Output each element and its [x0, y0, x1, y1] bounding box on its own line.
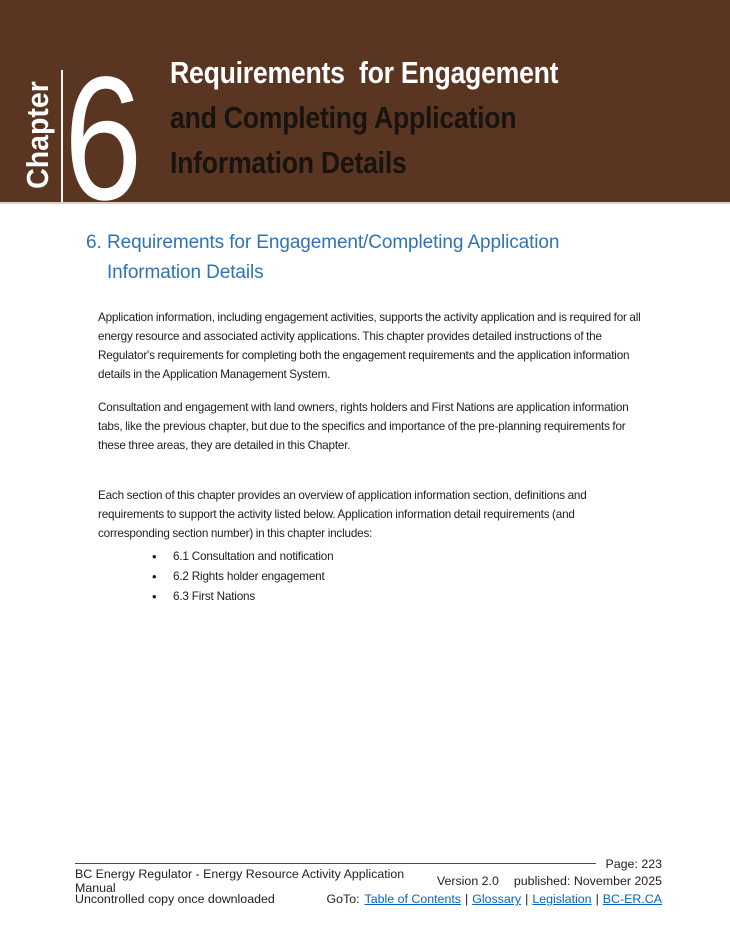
link-separator: | — [595, 892, 599, 906]
heading-text — [107, 228, 559, 288]
paragraph-sections: Each section of this chapter provides an overview of application information section, definitions and requirements to support the activity listed below. Application information detail requirements (and corresponding section number) in this chapter includes: — [98, 489, 587, 540]
bullet-item-rights-holder: • 6.2 Rights holder engagement — [152, 567, 333, 587]
version-label: Version 2.0 — [436, 874, 499, 888]
footer-link-legislation[interactable]: Legislation — [532, 892, 592, 906]
bullet-item-first-nations: • 6.3 First Nations — [152, 587, 333, 607]
bullet-item-consultation: • 6.1 Consultation and notification — [152, 547, 333, 567]
page-footer — [75, 855, 662, 908]
chapter-divider-line — [61, 70, 63, 202]
chapter-vertical-label: Chapter — [20, 81, 55, 189]
chapter-banner — [0, 0, 730, 237]
heading-number: 6. — [86, 232, 102, 253]
link-separator: | — [464, 892, 469, 906]
published-label: published: November 2025 — [513, 874, 662, 888]
section-heading — [86, 228, 559, 288]
bullet-list — [152, 547, 333, 607]
heading-text-line-1: Requirements for Engagement/Completing Application — [107, 232, 560, 253]
paragraph-intro: Application information, including engagement activities, supports the activity application and is required for all energy resource and associated activity applications. This chapter provides detailed instructions of the Regulator's requirements for completing both the engagement requirements and the application information details in the Application Management System. — [98, 311, 641, 381]
chapter-number: 6 — [64, 41, 143, 237]
banner-title-line-2: and Completing Application — [170, 100, 517, 135]
banner-title-line-3: Information Details — [170, 145, 407, 180]
footer-link-glossary[interactable]: Glossary — [472, 892, 522, 906]
page-number: Page: 223 — [605, 856, 662, 871]
heading-text-line-2: Information Details — [107, 262, 264, 283]
paragraph-consultation: Consultation and engagement with land owners, rights holders and First Nations are application information tabs, like the previous chapter, but due to the specifics and importance of the pre-planning requirements for these three areas, they are detailed in this Chapter. — [98, 401, 629, 452]
banner-title — [170, 50, 558, 185]
footer-link-table-of-contents[interactable]: Table of Contents — [364, 892, 461, 906]
footer-rule — [75, 863, 596, 864]
footer-link-bc-er-ca[interactable]: BC-ER.CA — [602, 892, 662, 906]
link-separator: | — [525, 892, 529, 906]
goto-label: GoTo: — [326, 892, 360, 906]
banner-title-line-1: Requirements for Engagement — [170, 55, 559, 90]
manual-title: BC Energy Regulator - Energy Resource Activity Application Manual — [75, 867, 405, 895]
uncontrolled-copy-label: Uncontrolled copy once downloaded — [75, 892, 275, 906]
